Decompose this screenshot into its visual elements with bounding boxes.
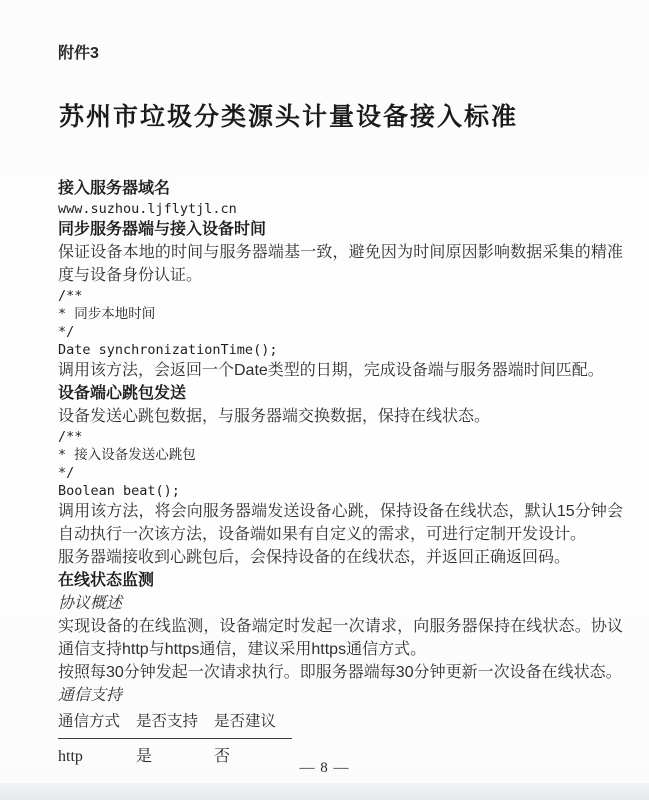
code-comment-close: */ [58,324,75,340]
table-header-row [58,710,292,739]
code-comment-open: /** [58,429,83,445]
section-heading-online-status: 在线状态监测 [58,572,155,589]
body-paragraph: 设备发送心跳包数据，与服务器端交换数据，保持在线状态。 [58,408,491,425]
section-heading-heartbeat: 设备端心跳包发送 [58,385,187,402]
code-line-sync-method: Date synchronizationTime(); [58,342,278,358]
code-comment-body: * 接入设备发送心跳包 [58,447,196,463]
code-comment-body: * 同步本地时间 [58,306,156,322]
table-cell: 是 [136,748,153,765]
code-comment-close: */ [58,465,75,481]
table-header-cell: 是否支持 [136,710,214,739]
table-header-cell: 是否建议 [214,710,292,739]
attachment-label: 附件3 [58,45,99,62]
body-paragraph: 实现设备的在线监测，设备端定时发起一次请求，向服务器保持在线状态。协议通信支持http与https通信，建议采用https通信方式。 [58,618,623,658]
code-line-beat-method: Boolean beat(); [58,483,180,499]
body-paragraph: 按照每30分钟发起一次请求执行。即服务器端每30分钟更新一次设备在线状态。 [58,664,622,681]
body-paragraph: 调用该方法，将会向服务器端发送设备心跳，保持设备在线状态，默认15分钟会自动执行一次该方法，设备端如果有自定义的需求，可进行定制开发设计。 [58,503,623,543]
body-paragraph: 服务器端接收到心跳包后，会保持设备的在线状态，并返回正确返回码。 [58,549,571,566]
page-number: — 8 — [299,760,350,776]
body-paragraph: 保证设备本地的时间与服务器端基一致，避免因为时间原因影响数据采集的精准度与设备身份认证。 [58,244,623,284]
subheading-comms-support: 通信支持 [58,687,123,704]
table-header-cell: 通信方式 [58,710,136,739]
photo-bottom-edge [0,783,649,800]
subheading-protocol-overview: 协议概述 [58,595,123,612]
section-heading-server-domain: 接入服务器域名 [58,180,171,197]
code-comment-open: /** [58,288,83,304]
table-cell: 否 [214,748,231,765]
table-cell: http [58,748,83,765]
document-body [58,177,623,768]
code-line-domain: www.suzhou.ljflytjl.cn [58,201,237,217]
section-heading-time-sync: 同步服务器端与接入设备时间 [58,221,267,238]
body-paragraph: 调用该方法，会返回一个Date类型的日期，完成设备端与服务器端时间匹配。 [58,362,604,379]
page-title: 苏州市垃圾分类源头计量设备接入标准 [58,104,518,131]
